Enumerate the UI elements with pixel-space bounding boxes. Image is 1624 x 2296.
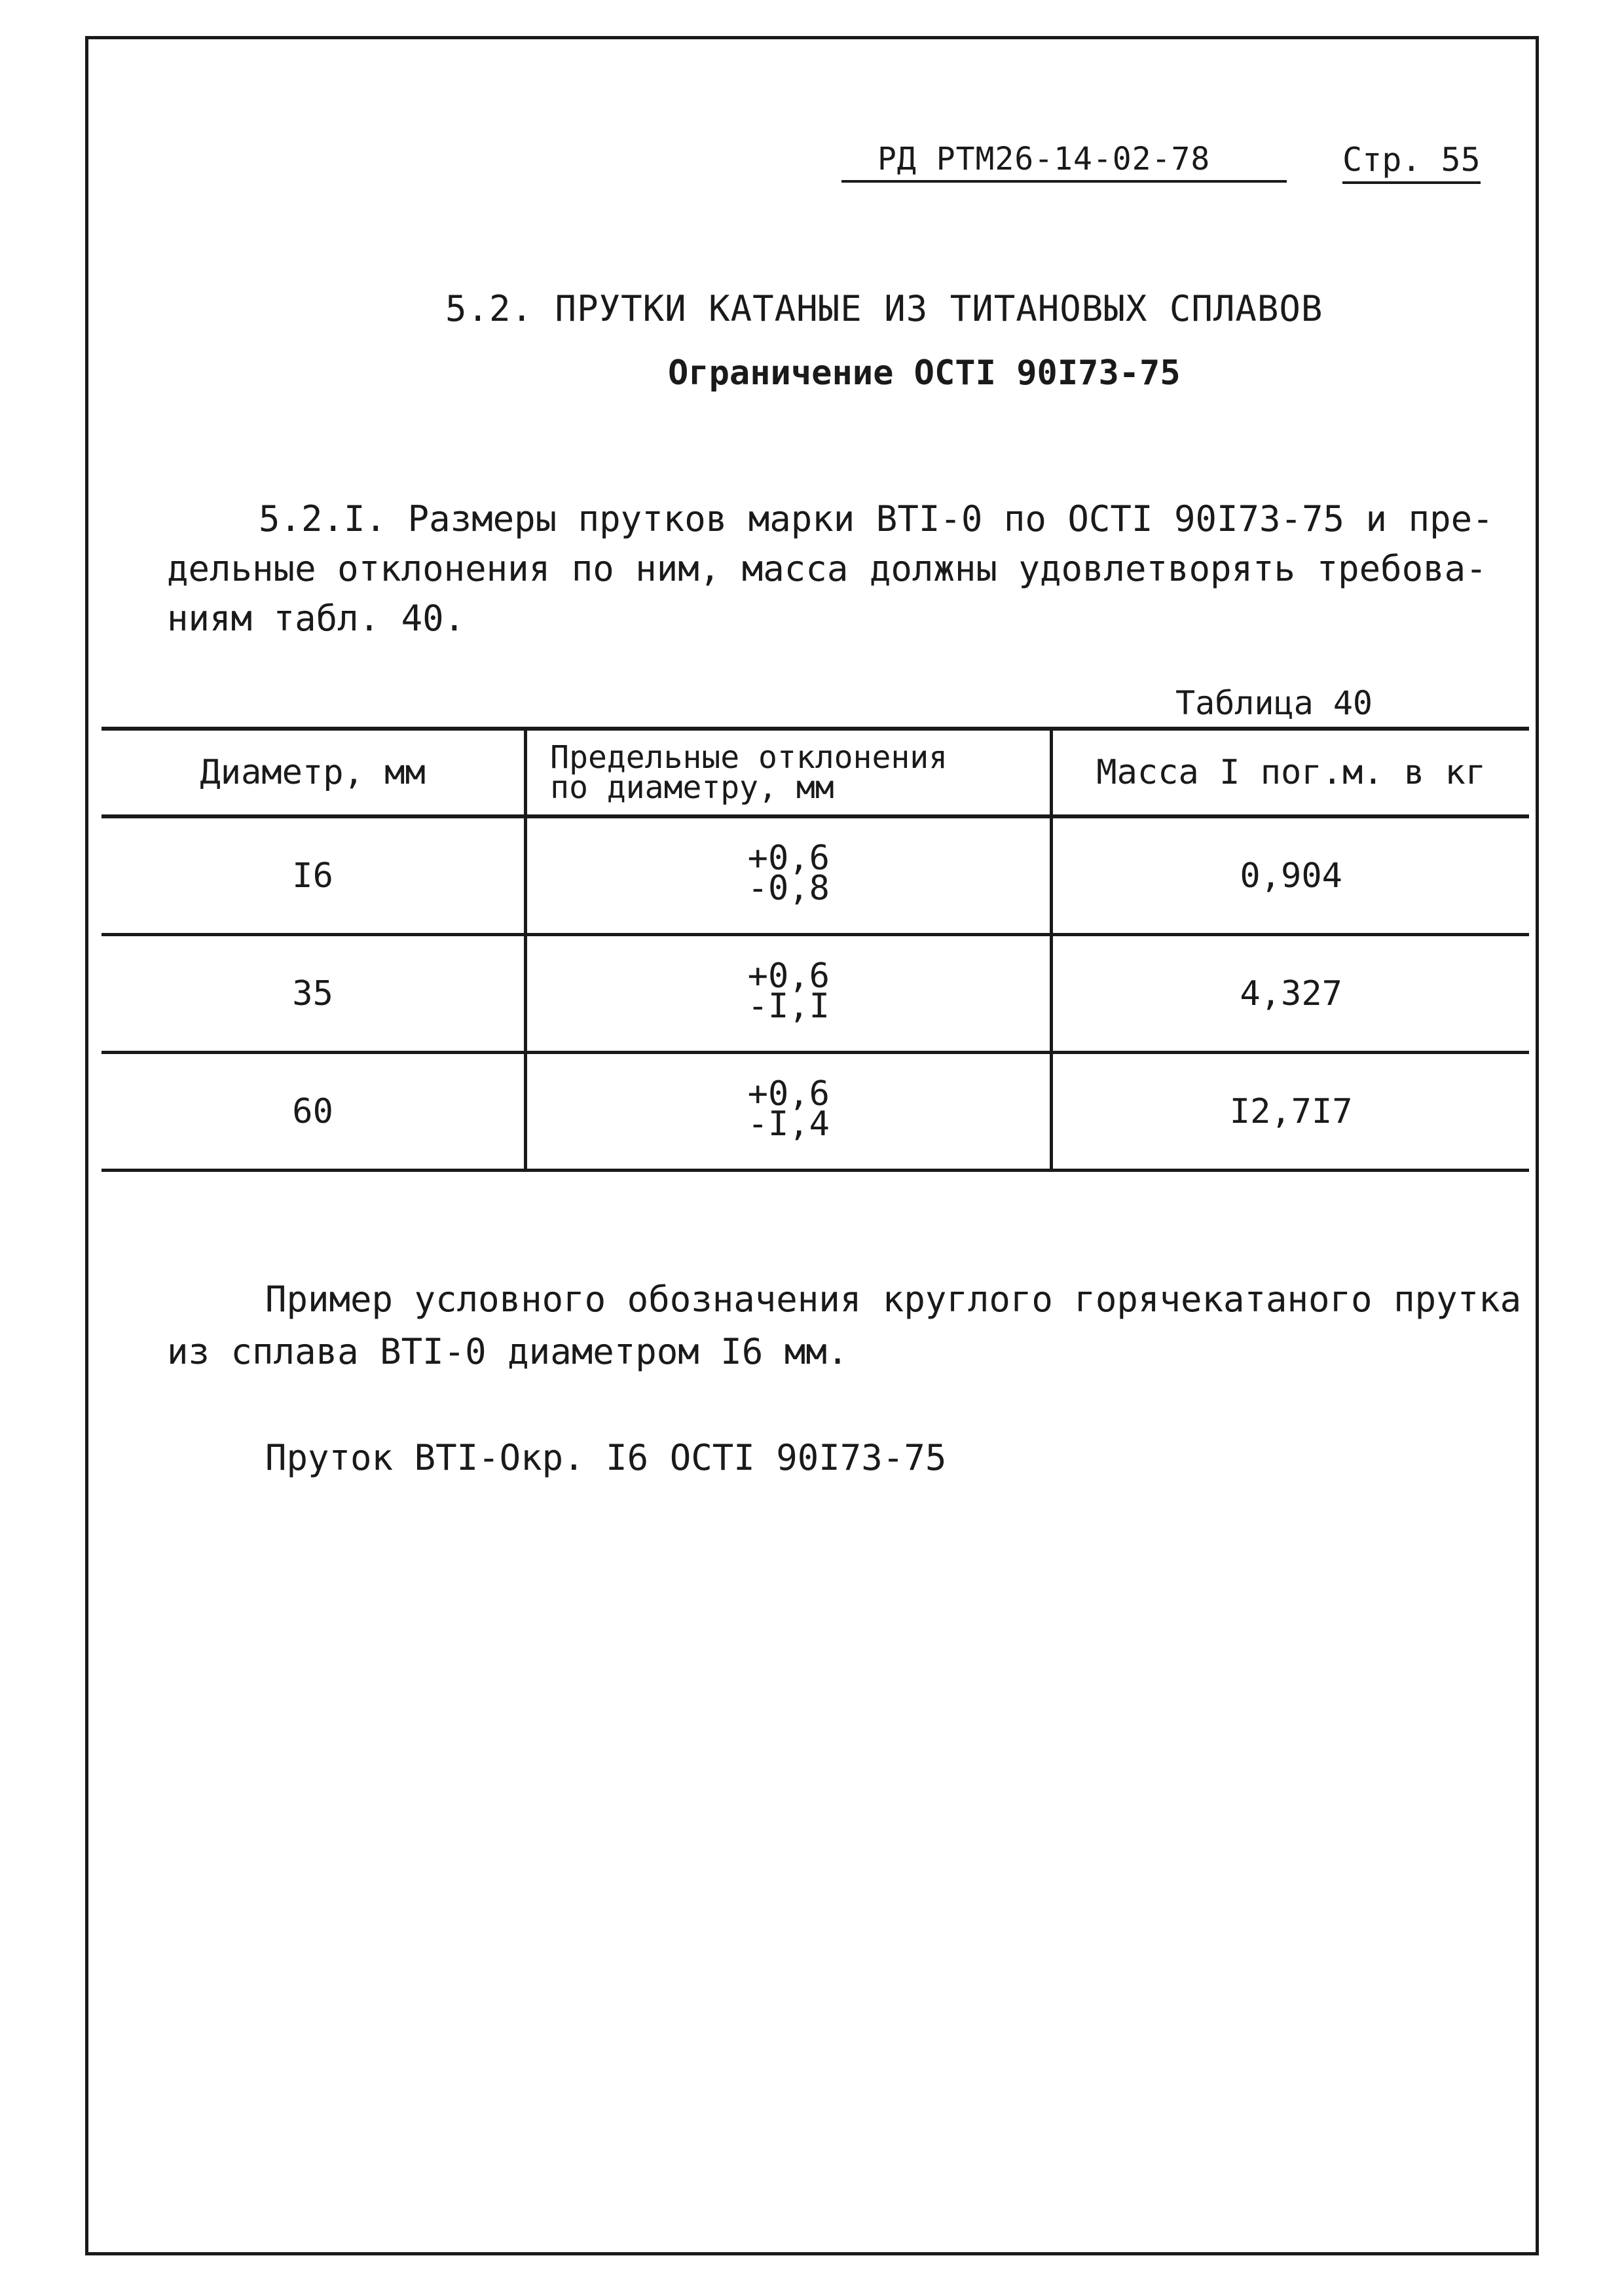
cell-mass: I2,7I7 bbox=[1052, 1053, 1529, 1171]
tolerance-minus: -I,4 bbox=[747, 1104, 830, 1144]
header-diameter: Диаметр, мм bbox=[200, 753, 426, 792]
dimensions-table bbox=[101, 727, 1529, 1172]
paragraph-line: ниям табл. 40. bbox=[167, 598, 466, 639]
cell-diameter: 35 bbox=[292, 974, 333, 1013]
cell-tolerance bbox=[526, 816, 1052, 935]
header-tolerance-line2: по диаметру, мм bbox=[550, 769, 834, 806]
example-line: из сплава ВТI-0 диаметром I6 мм. bbox=[167, 1331, 849, 1372]
section-subtitle: Ограничение ОСТI 90I73-75 bbox=[668, 354, 1181, 393]
header-tolerance-line1: Предельные отклонения bbox=[550, 739, 948, 776]
tolerance-minus: -I,I bbox=[747, 987, 830, 1026]
section-title: 5.2. ПРУТКИ КАТАНЫЕ ИЗ ТИТАНОВЫХ СПЛАВОВ bbox=[445, 288, 1323, 329]
requirements-paragraph bbox=[167, 494, 1494, 644]
table-caption: Таблица 40 bbox=[1175, 684, 1373, 722]
example-line: Пример условного обозначения круглого горячекатаного прутка bbox=[265, 1279, 1522, 1320]
cell-diameter: I6 bbox=[292, 856, 333, 896]
cell-mass: 0,904 bbox=[1052, 816, 1529, 935]
tolerance-plus: +0,6 bbox=[747, 1074, 830, 1114]
table-row bbox=[101, 1053, 1529, 1171]
cell-tolerance bbox=[526, 1053, 1052, 1171]
example-paragraph bbox=[167, 1273, 1522, 1378]
table-row bbox=[101, 935, 1529, 1053]
tolerance-plus: +0,6 bbox=[747, 957, 830, 996]
document-code: РД РТМ26-14-02-78 bbox=[841, 141, 1287, 183]
example-designation: Пруток ВТI-Окр. I6 ОСТI 90I73-75 bbox=[265, 1437, 947, 1478]
cell-tolerance bbox=[526, 935, 1052, 1053]
table-row bbox=[101, 816, 1529, 935]
tolerance-minus: -0,8 bbox=[747, 869, 830, 908]
page-number: Стр. 55 bbox=[1342, 141, 1481, 184]
cell-diameter: 60 bbox=[292, 1091, 333, 1131]
cell-mass: 4,327 bbox=[1052, 935, 1529, 1053]
header-tolerance bbox=[526, 729, 1052, 816]
table-header-row bbox=[101, 729, 1529, 816]
header-mass: Масса I пог.м. в кг bbox=[1052, 729, 1529, 816]
paragraph-line: дельные отклонения по ним, масса должны удовлетворять требова- bbox=[167, 548, 1487, 589]
tolerance-plus: +0,6 bbox=[747, 839, 830, 878]
paragraph-line: 5.2.I. Размеры прутков марки ВТI-0 по ОСТI 90I73-75 и пре- bbox=[259, 498, 1494, 539]
